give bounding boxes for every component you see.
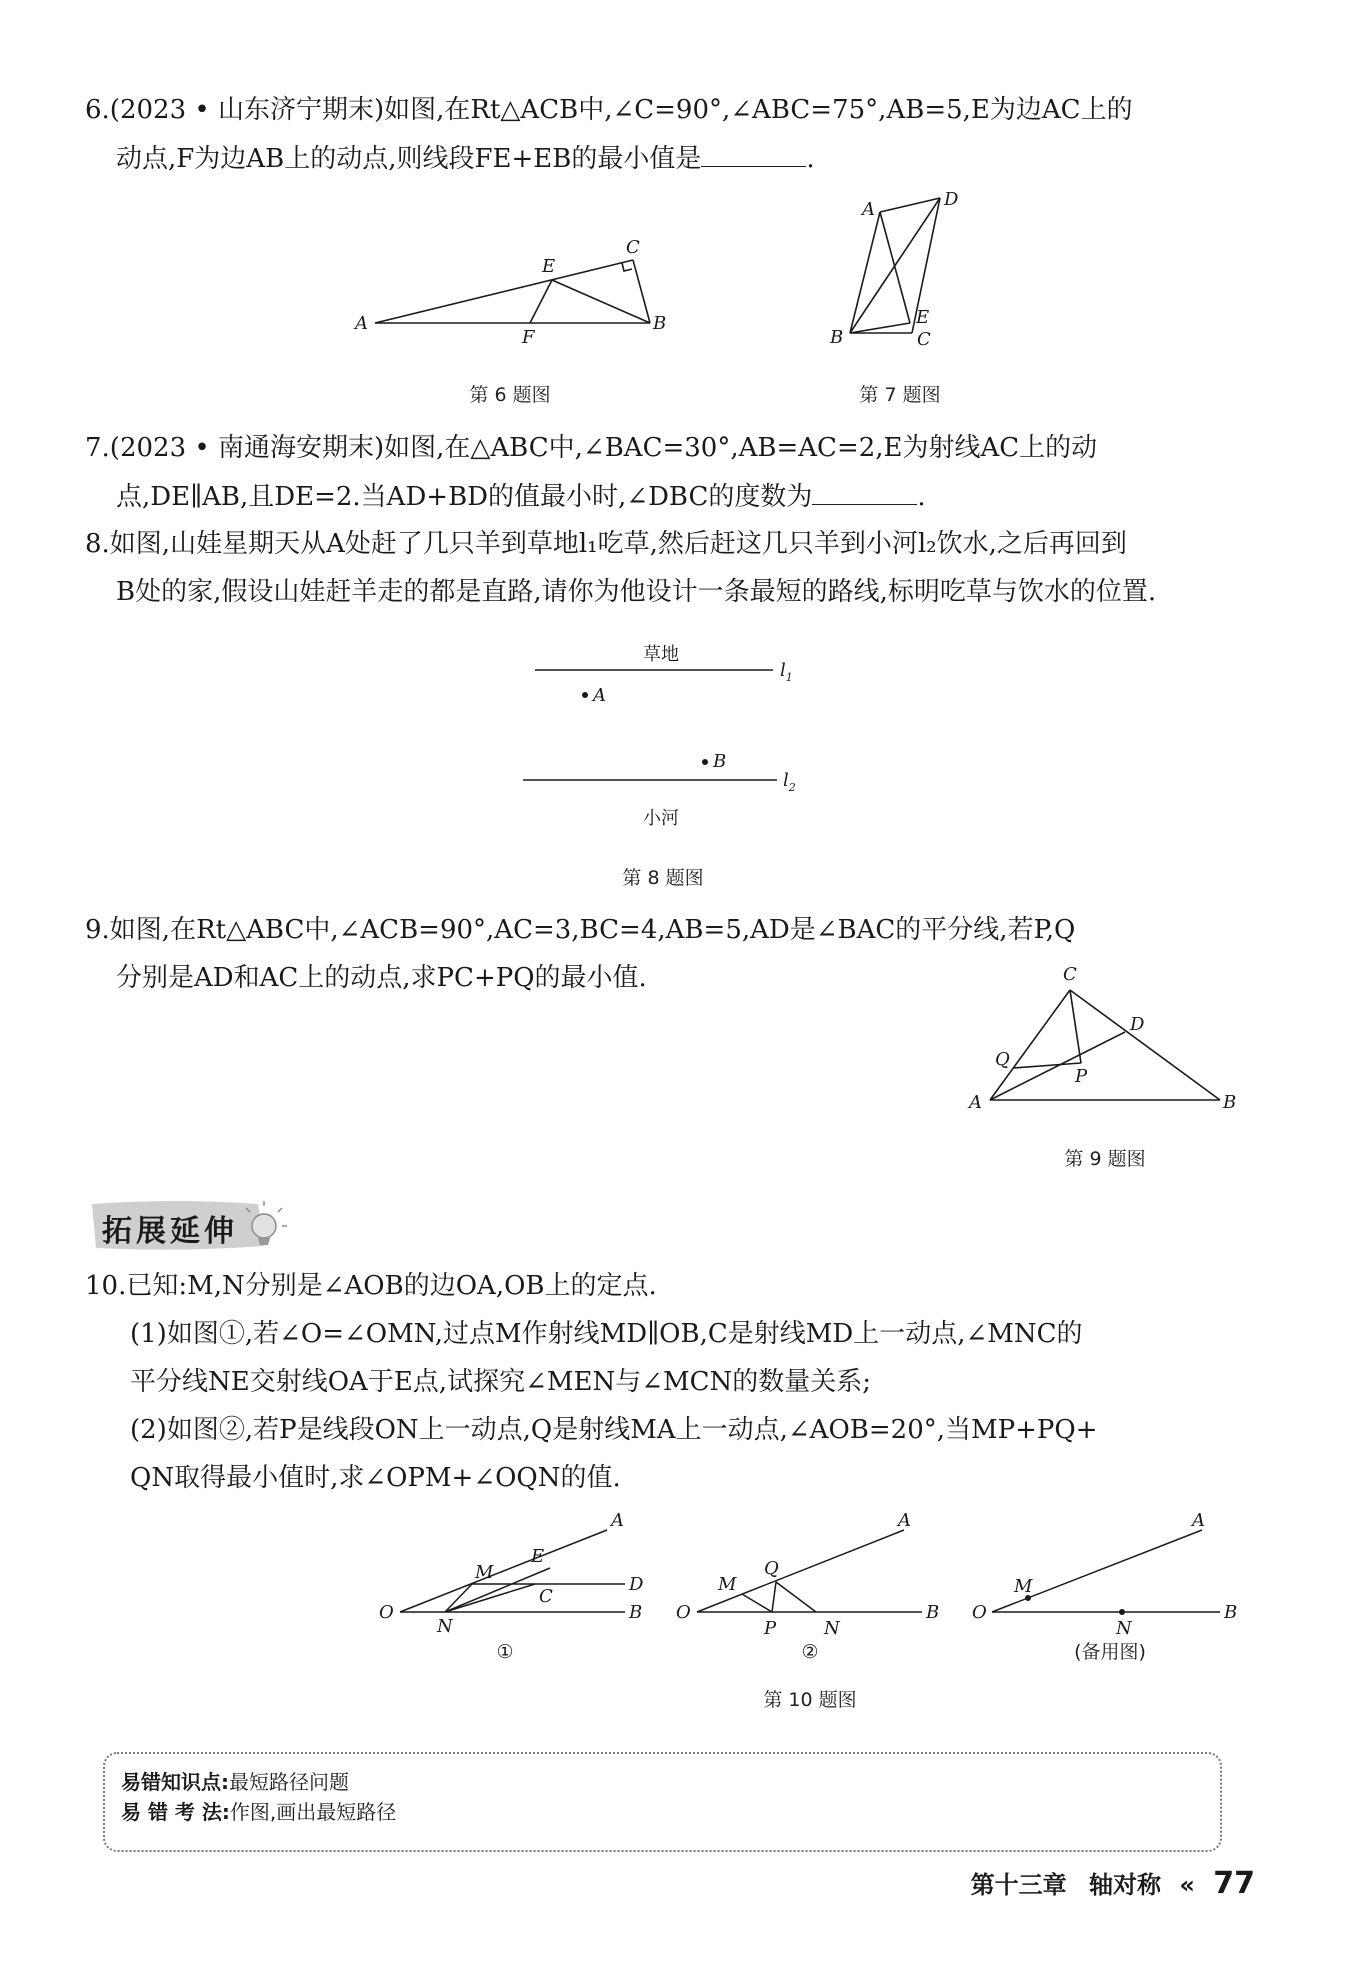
fig8-label-l2-main: l xyxy=(783,770,789,791)
fig10-1-label-O: O xyxy=(379,1602,394,1623)
fig7-label-A: A xyxy=(862,199,875,220)
fig10-1-label-C: C xyxy=(539,1586,553,1607)
q8-line2: B处的家,假设山娃赶羊走的都是直路,请你为他设计一条最短的路线,标明吃草与饮水的位置. xyxy=(116,577,1157,607)
note-method xyxy=(121,1798,396,1826)
fig6-label-B: B xyxy=(653,313,667,334)
fig9-label-C: C xyxy=(1063,964,1077,985)
fig6-label-A: A xyxy=(355,313,368,334)
figure-6-caption: 第 6 题图 xyxy=(469,384,551,406)
section-banner xyxy=(88,1198,278,1252)
q6-line1: 6.(2023 • 山东济宁期末)如图,在Rt△ACB中,∠C=90°,∠ABC=75°,AB=5,E为边AC上的 xyxy=(85,95,1133,125)
note-knowledge xyxy=(121,1768,349,1796)
figure-10-3-caption: (备用图) xyxy=(1074,1641,1146,1663)
q6-line2 xyxy=(116,140,1296,177)
note-knowledge-value: 最短路径问题 xyxy=(229,1770,349,1794)
page-number: 77 xyxy=(1213,1866,1255,1901)
fig10-1-label-M: M xyxy=(475,1562,494,1583)
fig6-label-F: F xyxy=(522,327,535,345)
q7-line2-text: 点,DE∥AB,且DE=2.当AD+BD的值最小时,∠DBC的度数为 xyxy=(116,482,813,512)
fig7-label-B: B xyxy=(830,327,844,348)
q9-line1: 9.如图,在Rt△ABC中,∠ACB=90°,AC=3,BC=4,AB=5,AD是∠BAC的平分线,若P,Q xyxy=(85,915,1076,945)
fig10-3-label-M: M xyxy=(1014,1576,1033,1597)
q10-line5: QN取得最小值时,求∠OPM+∠OQN的值. xyxy=(130,1463,621,1493)
q10-line1: 10.已知:M,N分别是∠AOB的边OA,OB上的定点. xyxy=(85,1271,657,1301)
fig9-label-B: B xyxy=(1223,1092,1237,1113)
fig10-1-label-E: E xyxy=(531,1546,545,1567)
note-method-value: 作图,画出最短路径 xyxy=(229,1800,397,1824)
fig10-1-label-A: A xyxy=(611,1510,624,1531)
section-title: 拓展延伸 xyxy=(102,1214,238,1249)
figure-10-1-caption: ① xyxy=(496,1641,514,1663)
fig9-label-A: A xyxy=(969,1092,982,1113)
figure-8-caption: 第 8 题图 xyxy=(622,867,704,889)
lightbulb-icon xyxy=(252,1208,278,1246)
figure-8 xyxy=(515,640,835,840)
fig8-label-l1-main: l xyxy=(780,660,786,681)
figure-9 xyxy=(955,960,1245,1120)
fig10-2-label-Q: Q xyxy=(764,1558,779,1579)
page-footer xyxy=(971,1865,1255,1901)
figure-9-caption: 第 9 题图 xyxy=(1064,1148,1146,1170)
figure-7-caption: 第 7 题图 xyxy=(859,384,941,406)
fig10-2-label-P: P xyxy=(764,1618,777,1638)
q10-line4: (2)如图②,若P是线段ON上一动点,Q是射线MA上一动点,∠AOB=20°,当MP+PQ+ xyxy=(130,1415,1098,1445)
q7-line2 xyxy=(116,478,1296,515)
error-notes-box xyxy=(103,1752,1222,1852)
fig10-2-label-O: O xyxy=(676,1602,691,1623)
q6-line2-end: . xyxy=(806,144,815,174)
figure-10-1 xyxy=(375,1508,655,1638)
fig9-label-P: P xyxy=(1075,1066,1088,1087)
fig8-label-l2-sub: 2 xyxy=(788,781,796,794)
chevron-left-icon: « xyxy=(1179,1871,1195,1899)
figure-10-2 xyxy=(672,1508,952,1638)
q6-answer-blank[interactable] xyxy=(701,140,806,167)
figure-10-2-caption: ② xyxy=(801,1641,819,1663)
q10-line3: 平分线NE交射线OA于E点,试探究∠MEN与∠MCN的数量关系; xyxy=(130,1367,872,1397)
q10-line2: (1)如图①,若∠O=∠OMN,过点M作射线MD∥OB,C是射线MD上一动点,∠MNC的 xyxy=(130,1319,1083,1349)
fig10-3-label-B: B xyxy=(1224,1602,1238,1623)
fig8-label-l2 xyxy=(783,770,796,794)
fig10-3-label-N: N xyxy=(1116,1618,1132,1638)
footer-chapter: 第十三章 xyxy=(970,1871,1067,1899)
q8-line1: 8.如图,山娃星期天从A处赶了几只羊到草地l₁吃草,然后赶这几只羊到小河l₂饮水,之后再回到 xyxy=(85,529,1127,559)
fig10-3-label-A: A xyxy=(1192,1510,1205,1531)
fig8-label-l1-sub: 1 xyxy=(785,671,793,684)
fig10-2-label-A: A xyxy=(898,1510,911,1531)
fig7-label-C: C xyxy=(917,329,931,350)
footer-title: 轴对称 xyxy=(1089,1871,1162,1899)
q7-line1: 7.(2023 • 南通海安期末)如图,在△ABC中,∠BAC=30°,AB=AC=2,E为射线AC上的动 xyxy=(85,433,1098,463)
fig6-label-C: C xyxy=(626,237,640,258)
fig9-label-Q: Q xyxy=(995,1049,1010,1070)
fig9-label-D: D xyxy=(1130,1014,1145,1035)
figure-6 xyxy=(350,225,680,345)
figure-7 xyxy=(820,185,980,350)
fig10-2-label-M: M xyxy=(718,1574,737,1595)
q6-line2-text: 动点,F为边AB上的动点,则线段FE+EB的最小值是 xyxy=(116,144,702,174)
fig8-label-B: B xyxy=(713,751,727,772)
fig8-label-grass: 草地 xyxy=(643,644,679,665)
fig10-1-label-N: N xyxy=(437,1616,453,1637)
fig10-1-label-D: D xyxy=(629,1574,644,1595)
fig7-label-E: E xyxy=(916,307,930,328)
fig7-label-D: D xyxy=(944,189,959,210)
fig8-label-river: 小河 xyxy=(643,808,679,829)
fig6-label-E: E xyxy=(542,256,556,277)
figure-10-3 xyxy=(970,1508,1250,1638)
fig8-label-A: A xyxy=(593,685,606,706)
note-knowledge-label: 易错知识点: xyxy=(121,1770,229,1794)
fig8-label-l1 xyxy=(780,660,793,684)
note-method-label: 易 错 考 法: xyxy=(121,1800,230,1824)
q7-line2-end: . xyxy=(917,482,926,512)
fig10-3-label-O: O xyxy=(972,1602,987,1623)
q9-line2: 分别是AD和AC上的动点,求PC+PQ的最小值. xyxy=(116,963,647,993)
q7-answer-blank[interactable] xyxy=(812,478,917,505)
fig10-2-label-N: N xyxy=(824,1618,840,1638)
fig10-2-label-B: B xyxy=(926,1602,940,1623)
fig10-1-label-B: B xyxy=(629,1602,643,1623)
figure-10-caption: 第 10 题图 xyxy=(763,1689,857,1711)
